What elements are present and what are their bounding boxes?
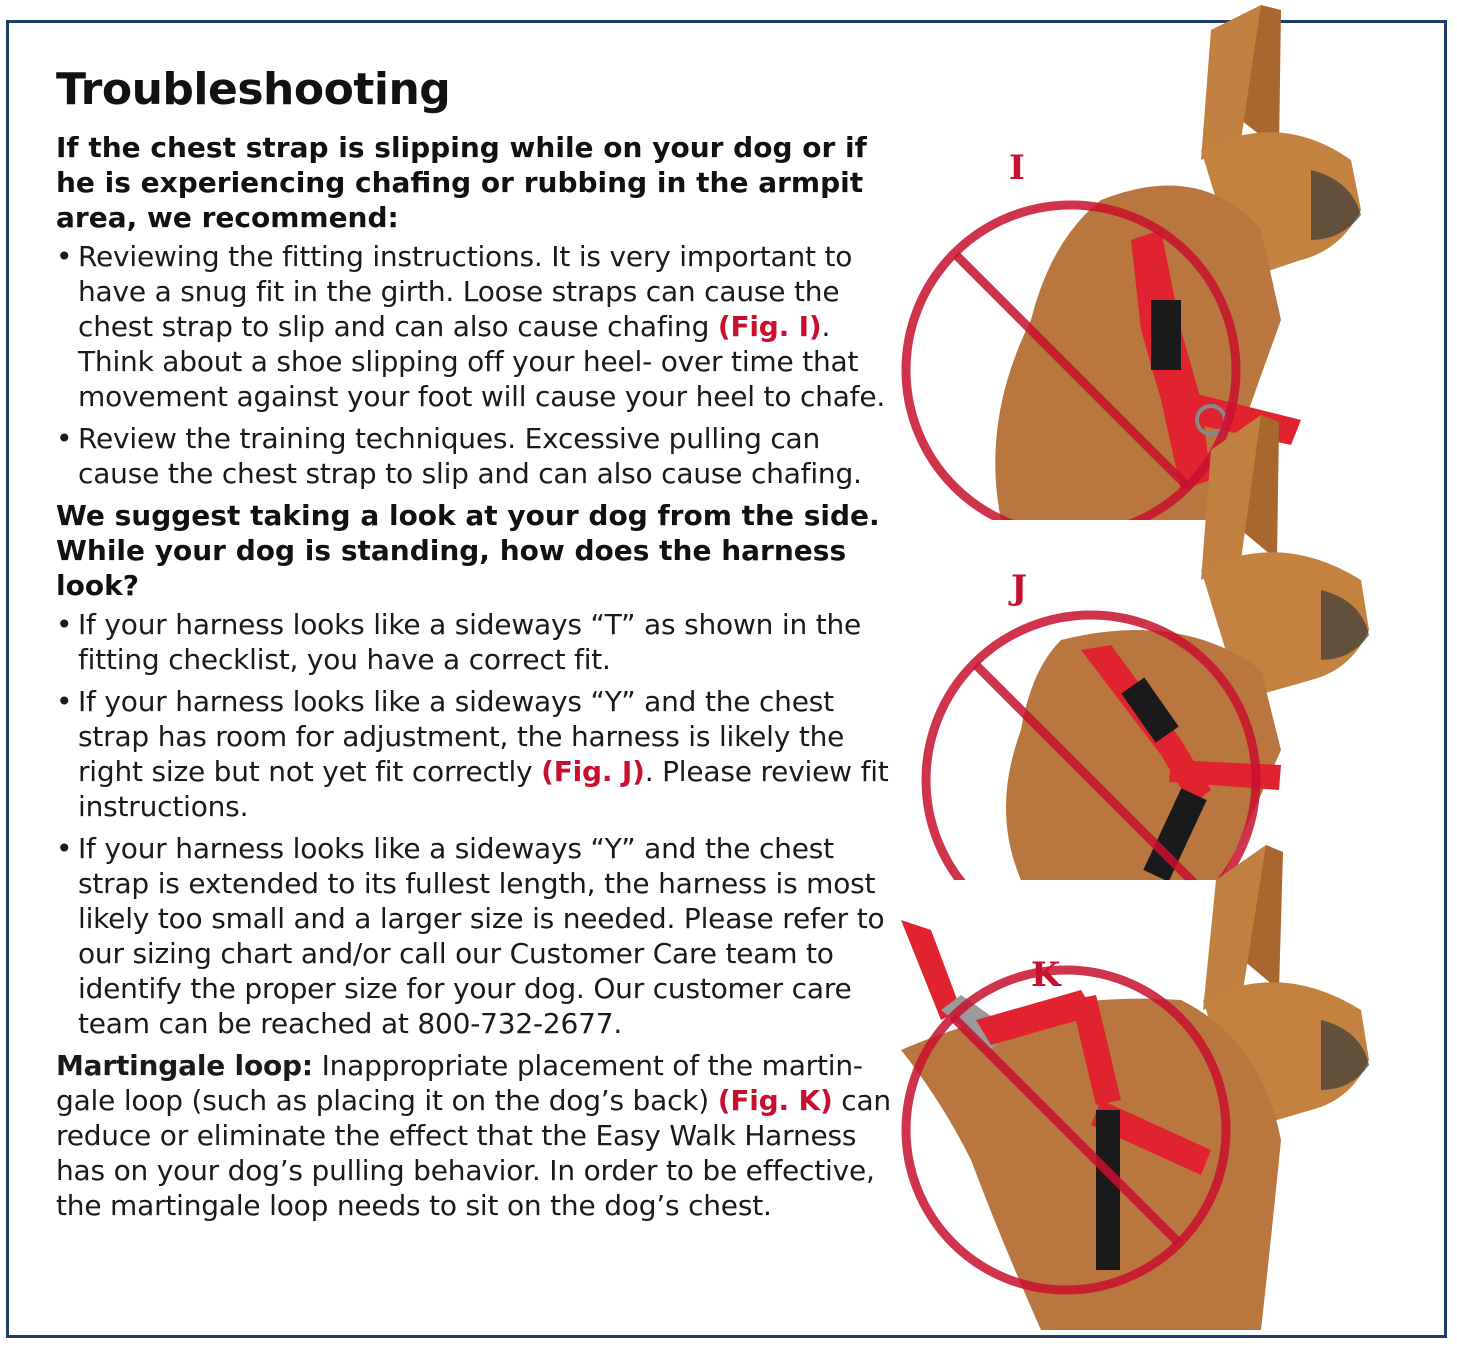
bullet-list-chafing [56, 239, 906, 491]
page-title: Troubleshooting [56, 64, 451, 115]
figure-letter-i: I [1009, 148, 1025, 188]
dog-harness-illustration-j [881, 410, 1441, 880]
figure-reference-j: (Fig. J) [541, 755, 645, 788]
figure-reference-i: (Fig. I) [717, 310, 822, 343]
martingale-paragraph [56, 1048, 906, 1223]
bullet-text: If your harness looks like a sideways “Y” and the chest strap is extended to its fullest length, the harness is most likely too small and a larger size is needed. Please refer to our sizing chart and/or call our Customer Care team to identify the proper size for your dog. Our customer care team can be reached at 800-732-2677. [78, 832, 885, 1040]
bullet-text-cont: . Think about a shoe slipping off your heel- over time that movement against your foot will cause your heel to chafe. [78, 310, 886, 413]
list-item [56, 831, 906, 1041]
list-item [56, 607, 906, 677]
list-item [56, 421, 906, 491]
figure-column [881, 0, 1441, 1349]
bullet-list-side-view [56, 607, 906, 1041]
dog-harness-illustration-k [881, 840, 1441, 1330]
section-lead-chafing: If the chest strap is slipping while on your dog or if he is experiencing chafing or rubbing in the armpit area, we recommend: [56, 131, 867, 234]
bullet-text: If your harness looks like a sideways “Y” and the chest strap has room for adjustment, the harness is likely the right size but not yet fit correctly [78, 685, 845, 788]
list-item [56, 239, 906, 414]
bullet-text-cont: . Please review fit instructions. [78, 755, 889, 823]
martingale-label: Martingale loop: [56, 1049, 313, 1082]
figure-k [881, 840, 1441, 1330]
list-item [56, 684, 906, 824]
figure-letter-k: K [1031, 955, 1061, 995]
figure-letter-j: J [1011, 568, 1028, 608]
bullet-text: Review the training techniques. Excessive pulling can cause the chest strap to slip and can also cause chafing. [78, 422, 862, 490]
section-lead-side-view: We suggest taking a look at your dog from the side. While your dog is standing, how does the harness look? [56, 499, 880, 602]
figure-j [881, 410, 1441, 830]
figure-i [881, 0, 1441, 420]
bullet-text: If your harness looks like a sideways “T” as shown in the fitting checklist, you have a correct fit. [78, 608, 862, 676]
troubleshooting-text [56, 62, 906, 1223]
martingale-text: Inappropriate placement of the martin-gale loop (such as placing it on the dog’s back) [56, 1049, 863, 1117]
martingale-text-cont: can reduce or eliminate the effect that the Easy Walk Harness has on your dog’s pulling behavior. In order to be effective, the martingale loop needs to sit on the dog’s chest. [56, 1084, 891, 1222]
figure-reference-k: (Fig. K) [717, 1084, 833, 1117]
bullet-text: Reviewing the fitting instructions. It is very important to have a snug fit in the girth. Loose straps can cause the chest strap to slip and can also cause chafing [78, 240, 853, 343]
